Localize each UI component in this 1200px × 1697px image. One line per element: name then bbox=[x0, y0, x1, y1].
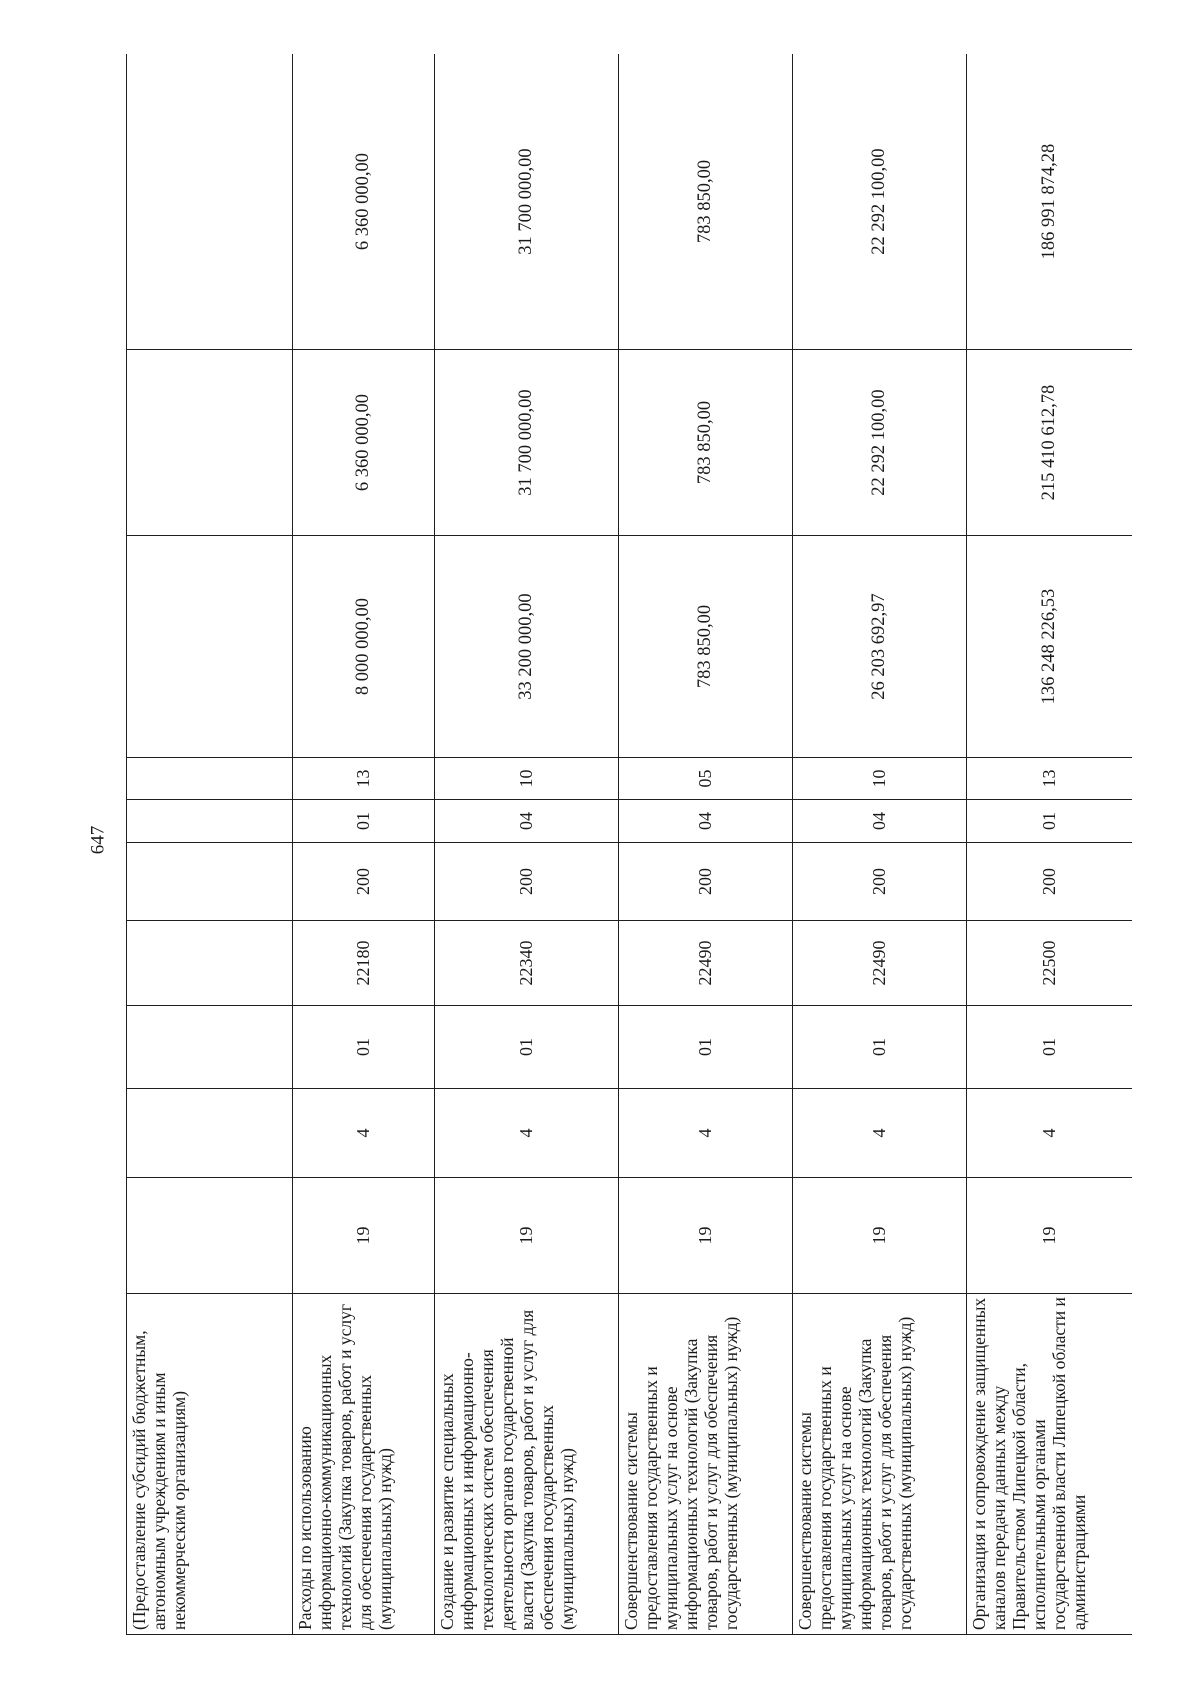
code-cell: 01 bbox=[293, 800, 435, 843]
amount-cell: 8 000 000,00 bbox=[293, 536, 435, 758]
code-cell: 19 bbox=[793, 1178, 967, 1294]
code-cell: 200 bbox=[793, 843, 967, 921]
code-cell: 01 bbox=[435, 1006, 619, 1089]
amount-cell: 6 360 000,00 bbox=[293, 350, 435, 536]
amount-cell: 26 203 692,97 bbox=[793, 536, 967, 758]
code-cell: 19 bbox=[967, 1178, 1133, 1294]
code-cell: 19 bbox=[619, 1178, 793, 1294]
amount-cell bbox=[127, 536, 293, 758]
code-cell: 4 bbox=[619, 1089, 793, 1178]
amount-cell: 783 850,00 bbox=[619, 350, 793, 536]
code-cell: 01 bbox=[793, 1006, 967, 1089]
code-cell: 22490 bbox=[793, 921, 967, 1006]
code-cell: 05 bbox=[619, 758, 793, 800]
table-body bbox=[127, 54, 1133, 1635]
amount-cell: 783 850,00 bbox=[619, 536, 793, 758]
code-cell: 4 bbox=[967, 1089, 1133, 1178]
code-cell: 01 bbox=[293, 1006, 435, 1089]
page-number bbox=[78, 810, 118, 870]
code-cell: 04 bbox=[435, 800, 619, 843]
code-cell: 10 bbox=[435, 758, 619, 800]
amount-cell: 136 248 226,53 bbox=[967, 536, 1133, 758]
amount-cell: 22 292 100,00 bbox=[793, 54, 967, 350]
amount-cell: 215 410 612,78 bbox=[967, 350, 1133, 536]
code-cell: 01 bbox=[619, 1006, 793, 1089]
page-number-text: 647 bbox=[87, 825, 108, 855]
code-cell: 04 bbox=[793, 800, 967, 843]
code-cell: 19 bbox=[293, 1178, 435, 1294]
code-cell bbox=[127, 800, 293, 843]
row-description: (Предоставление субсидий бюджетным, автономным учреждениям и иным некоммерческим организациям) bbox=[127, 1294, 293, 1635]
code-cell: 22490 bbox=[619, 921, 793, 1006]
budget-table bbox=[126, 54, 1132, 1635]
code-cell: 13 bbox=[293, 758, 435, 800]
row-description: Совершенствование системы предоставления государственных и муниципальных услуг на основе информационных технологий (Закупка товаров, работ и услуг для обеспечения государственных (муниципальных) нужд) bbox=[619, 1294, 793, 1635]
row-description: Расходы по использованию информационно-коммуникационных технологий (Закупка товаров, работ и услуг для обеспечения государственных (муниципальных) нужд) bbox=[293, 1294, 435, 1635]
code-cell bbox=[127, 1089, 293, 1178]
code-cell: 200 bbox=[435, 843, 619, 921]
table-row bbox=[293, 54, 435, 1635]
code-cell: 4 bbox=[293, 1089, 435, 1178]
amount-cell: 33 200 000,00 bbox=[435, 536, 619, 758]
code-cell: 13 bbox=[967, 758, 1133, 800]
code-cell: 04 bbox=[619, 800, 793, 843]
table-row bbox=[619, 54, 793, 1635]
code-cell: 10 bbox=[793, 758, 967, 800]
code-cell: 200 bbox=[293, 843, 435, 921]
row-description: Создание и развитие специальных информационных и информационно-технологических систем обеспечения деятельности органов государственной власти (Закупка товаров, работ и услуг для обеспечения государственных (муниципальных) нужд) bbox=[435, 1294, 619, 1635]
code-cell bbox=[127, 1006, 293, 1089]
code-cell: 22500 bbox=[967, 921, 1133, 1006]
budget-table-rotated bbox=[126, 54, 1132, 1635]
code-cell bbox=[127, 758, 293, 800]
budget-table-container bbox=[126, 54, 1132, 1635]
code-cell: 4 bbox=[793, 1089, 967, 1178]
amount-cell: 22 292 100,00 bbox=[793, 350, 967, 536]
code-cell: 22180 bbox=[293, 921, 435, 1006]
table-row bbox=[793, 54, 967, 1635]
code-cell bbox=[127, 1178, 293, 1294]
row-description: Совершенствование системы предоставления государственных и муниципальных услуг на основе информационных технологий (Закупка товаров, работ и услуг для обеспечения государственных (муниципальных) нужд) bbox=[793, 1294, 967, 1635]
code-cell bbox=[127, 921, 293, 1006]
code-cell: 200 bbox=[967, 843, 1133, 921]
amount-cell bbox=[127, 350, 293, 536]
code-cell: 01 bbox=[967, 1006, 1133, 1089]
table-row bbox=[967, 54, 1133, 1635]
amount-cell: 186 991 874,28 bbox=[967, 54, 1133, 350]
code-cell: 200 bbox=[619, 843, 793, 921]
table-row bbox=[435, 54, 619, 1635]
amount-cell: 31 700 000,00 bbox=[435, 54, 619, 350]
amount-cell: 6 360 000,00 bbox=[293, 54, 435, 350]
amount-cell: 783 850,00 bbox=[619, 54, 793, 350]
row-description: Организация и сопровождение защищенных каналов передачи данных между Правительством Липецкой области, исполнительными органами государственной власти Липецкой области и администрациями bbox=[967, 1294, 1133, 1635]
code-cell: 22340 bbox=[435, 921, 619, 1006]
amount-cell bbox=[127, 54, 293, 350]
code-cell bbox=[127, 843, 293, 921]
table-row bbox=[127, 54, 293, 1635]
code-cell: 01 bbox=[967, 800, 1133, 843]
amount-cell: 31 700 000,00 bbox=[435, 350, 619, 536]
code-cell: 19 bbox=[435, 1178, 619, 1294]
code-cell: 4 bbox=[435, 1089, 619, 1178]
